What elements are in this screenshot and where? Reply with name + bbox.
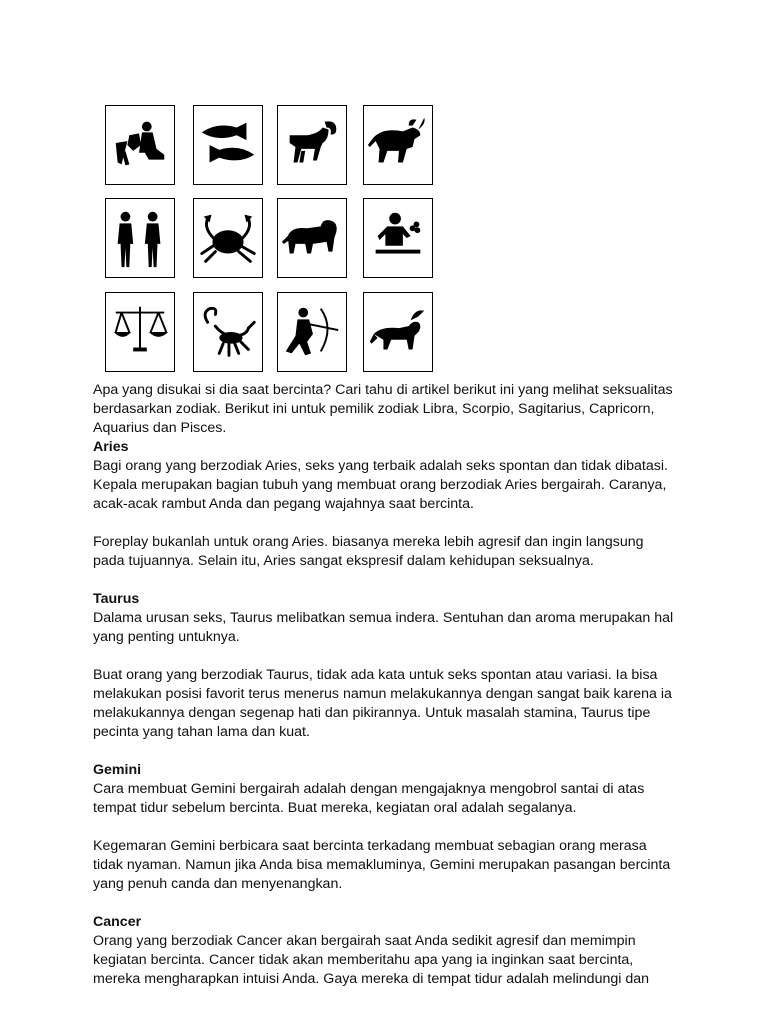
text-line: Kegemaran Gemini berbicara saat bercinta terkadang membuat sebagian orang merasa	[93, 838, 647, 854]
text-line: tempat tidur sebelum bercinta. Buat mereka, kegiatan oral adalah segalanya.	[93, 800, 577, 816]
intro-line: Aquarius dan Pisces.	[93, 420, 227, 436]
capricorn-icon	[363, 292, 433, 372]
zodiac-icon-grid	[105, 105, 445, 375]
section-heading-cancer: Cancer	[93, 914, 142, 930]
text-line: Foreplay bukanlah untuk orang Aries. biasanya mereka lebih agresif dan ingin langsung	[93, 534, 644, 550]
text-line: melakukan posisi favorit terus menerus namun melakukannya dengan sangat baik karena ia	[93, 686, 672, 702]
section-heading-aries: Aries	[93, 439, 129, 455]
virgo-icon	[363, 198, 433, 278]
text-line: pecinta yang tahan lama dan kuat.	[93, 724, 310, 740]
text-line: Bagi orang yang berzodiak Aries, seks yang terbaik adalah seks spontan dan tidak dibatasi.	[93, 458, 668, 474]
sagittarius-icon	[277, 292, 347, 372]
gemini-icon	[105, 198, 175, 278]
intro-line: berdasarkan zodiak. Berikut ini untuk pemilik zodiak Libra, Scorpio, Sagitarius, Capricorn,	[93, 401, 655, 417]
scorpio-icon	[193, 292, 263, 372]
aries-icon	[277, 105, 347, 185]
section-heading-taurus: Taurus	[93, 591, 140, 607]
text-line: acak-acak rambut Anda dan pegang wajahnya saat bercinta.	[93, 496, 474, 512]
text-line: Buat orang yang berzodiak Taurus, tidak ada kata untuk seks spontan atau variasi. Ia bisa	[93, 667, 658, 683]
text-line: mereka mengharapkan intuisi Anda. Gaya mereka di tempat tidur adalah melindungi dan	[93, 971, 650, 987]
text-line: Cara membuat Gemini bergairah adalah dengan mengajaknya mengobrol santai di atas	[93, 781, 645, 797]
leo-icon	[277, 198, 347, 278]
text-line: Dalama urusan seks, Taurus melibatkan semua indera. Sentuhan dan aroma merupakan hal	[93, 610, 674, 626]
text-line: yang penuh canda dan menyenangkan.	[93, 876, 343, 892]
text-line: melakukannya dengan segenap hati dan pikirannya. Untuk masalah stamina, Taurus tipe	[93, 705, 651, 721]
aquarius-icon	[105, 105, 175, 185]
pisces-icon	[193, 105, 263, 185]
text-line: kegiatan bercinta. Cancer tidak akan memberitahu apa yang ia inginkan saat bercinta,	[93, 952, 634, 968]
text-line: Orang yang berzodiak Cancer akan bergairah saat Anda sedikit agresif dan memimpin	[93, 933, 636, 949]
cancer-icon	[193, 198, 263, 278]
text-line: yang penting untuknya.	[93, 629, 240, 645]
text-line: Kepala merupakan bagian tubuh yang membuat orang berzodiak Aries bergairah. Caranya,	[93, 477, 667, 493]
libra-icon	[105, 292, 175, 372]
intro-line: Apa yang disukai si dia saat bercinta? Cari tahu di artikel berikut ini yang melihat seksualitas	[93, 382, 673, 398]
taurus-icon	[363, 105, 433, 185]
text-line: tidak nyaman. Namun jika Anda bisa memakluminya, Gemini merupakan pasangan bercinta	[93, 857, 671, 873]
article-body	[93, 381, 683, 989]
text-line: pada tujuannya. Selain itu, Aries sangat ekspresif dalam kehidupan seksualnya.	[93, 553, 594, 569]
section-heading-gemini: Gemini	[93, 762, 142, 778]
